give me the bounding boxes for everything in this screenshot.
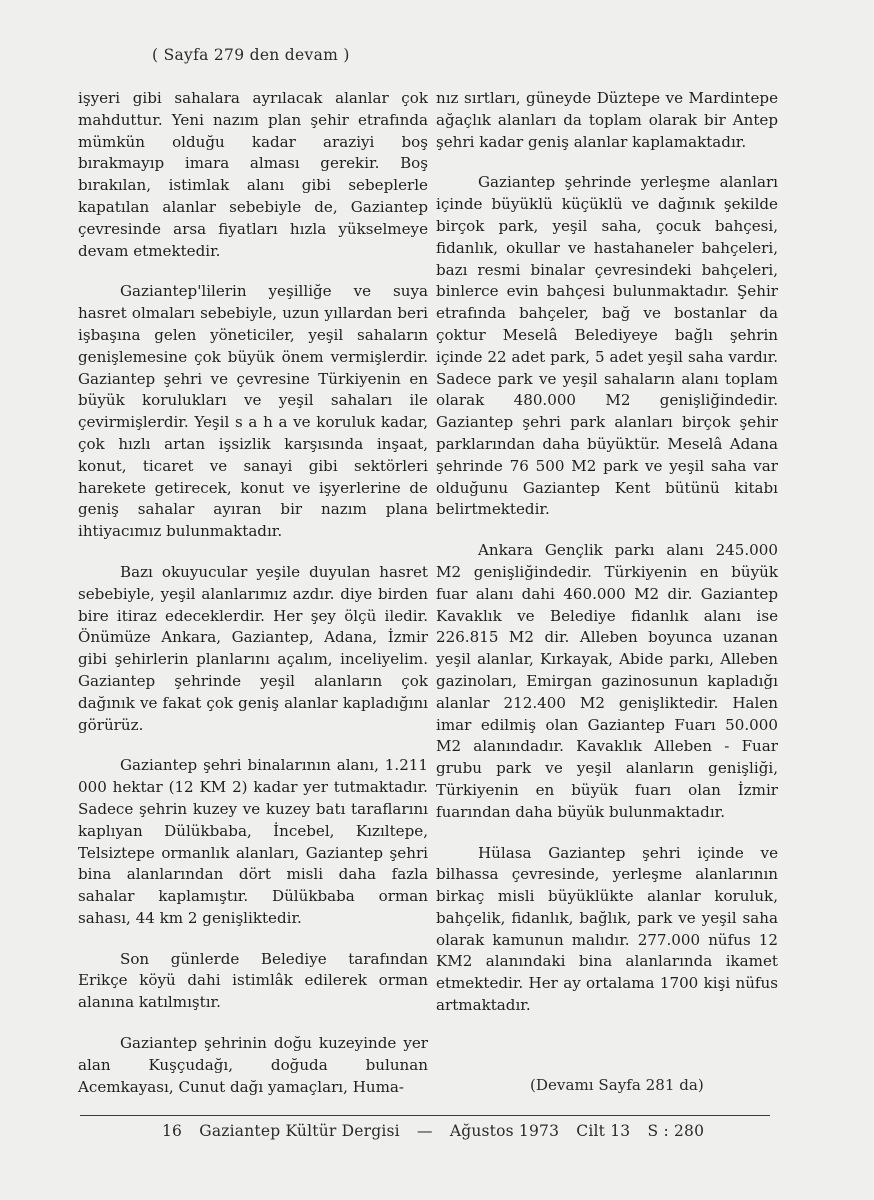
footer-rule xyxy=(80,1115,770,1116)
left-paragraph-6: Gaziantep şehrinin doğu kuzeyinde yer alan Kuşçudağı, doğuda bulunan Acemkayası, Cunut dağı yamaçları, Huma- xyxy=(78,1034,428,1096)
page-footer xyxy=(162,1122,716,1140)
left-paragraph-4: Gaziantep şehri binalarının alanı, 1.211 000 hektar (12 KM 2) kadar yer tutmaktadır. Sadece şehrin kuzey ve kuzey batı taraflarını kaplıyan Dülükbaba, İncebel, Kızıltepe, Telsiztepe ormanlık alanları, Gaziantep şehri bina alanlarından dört misli daha fazla sahalar kaplamıştır. Dülükbaba orman sahası, 44 km 2 genişliktedir. xyxy=(78,756,428,927)
footer-journal: Gaziantep Kültür Dergisi xyxy=(199,1122,400,1140)
page-header: ( Sayfa 279 den devam ) xyxy=(152,46,350,64)
right-paragraph-4: Hülasa Gaziantep şehri içinde ve bilhassa çevresinde, yerleşme alanlarının birkaç misli büyüklükte alanlar koruluk, bahçelik, fidanlık, bağlık, park ve yeşil saha olarak kamunun malıdır. 277.000 nüfus 12 KM2 alanındaki bina alanlarında ikamet etmektedir. Her ay ortalama 1700 kişi nüfus artmaktadır. xyxy=(436,843,778,1015)
left-paragraph-1: işyeri gibi sahalara ayrılacak alanlar çok mahduttur. Yeni nazım plan şehir etrafında mümkün olduğu kadar araziyi boş bırakmayıp imara alması gerekir. Boş bırakılan, istimlak alanı gibi sebeplerle kapatılan alanlar sebebiyle de, Gaziantep çevresinde arsa fiyatları hızla yükselmeye devam etmektedir. xyxy=(78,89,428,260)
footer-issue: S : 280 xyxy=(647,1122,705,1140)
right-paragraph-2: Gaziantep şehrinde yerleşme alanları içinde büyüklü küçüklü ve dağınık şekilde birçok park, yeşil saha, çocuk bahçesi, fidanlık, okullar ve hastahaneler bahçeleri, bazı resmi binalar çevresindeki bahçeleri, binlerce evin bahçesi bulunmaktadır. Şehir etrafında bahçeler, bağ ve bostanlar da çoktur Meselâ Belediyeye bağlı şehrin içinde 22 adet park, 5 adet yeşil saha vardır. Sadece park ve yeşil sahaların alanı toplam olarak 480.000 M2 genişliğindedir. Gaziantep şehri park alanları birçok şehir parklarından daha büyüktür. Meselâ Adana şehrinde 76 500 M2 park ve yeşil saha var olduğunu Gaziantep Kent bütünü kitabı belirtmektedir. xyxy=(436,173,778,519)
footer-separator: — xyxy=(416,1122,433,1140)
left-paragraph-5: Son günlerde Belediye tarafından Erikçe köyü dahi istimlâk edilerek orman alanına katılmıştır. xyxy=(78,949,428,1012)
left-paragraph-2: Gaziantep'lilerin yeşilliğe ve suya hasret olmaları sebebiyle, uzun yıllardan beri işbaşına gelen yöneticiler, yeşil sahaların genişlemesine çok büyük önem vermişlerdir. Gaziantep şehri ve çevresine Türkiyenin en büyük korulukları ve yeşil sahaları ile çevirmişlerdir. Yeşil s a h a ve koruluk kadar, çok hızlı artan işsizlik karşısında inşaat, konut, ticaret ve sanayi gibi sektörleri harekete getirecek, konut ve işyerlerine de geniş sahalar ayıran bir nazım plana ihtiyacımız bulunmaktadır. xyxy=(78,282,428,541)
footer-page-number: 16 xyxy=(162,1122,183,1140)
right-column xyxy=(436,88,778,1036)
right-paragraph-3: Ankara Gençlik parkı alanı 245.000 M2 genişliğindedir. Türkiyenin en büyük fuar alanı dahi 460.000 M2 dir. Gaziantep Kavaklık ve Belediye fidanlık alanı ise 226.815 M2 dir. Alleben boyunca uzanan yeşil alanlar, Kırkayak, Abide parkı, Alleben gazinoları, Emirgan gazinosunun kapladığı alanlar 212.400 M2 genişliktedir. Halen imar edilmiş olan Gaziantep Fuarı 50.000 M2 alanındadır. Kavaklık Alleben - Fuar grubu park ve yeşil alanların genişliği, Türkiyenin en büyük fuarı olan İzmir fuarından daha büyük bulunmaktadır. xyxy=(436,541,778,821)
footer-date: Ağustos 1973 xyxy=(449,1122,560,1140)
left-column xyxy=(78,88,428,1117)
footer-volume: Cilt 13 xyxy=(576,1122,631,1140)
right-paragraph-1: nız sırtları, güneyde Düztepe ve Mardintepe ağaçlık alanları da toplam olarak bir Antep şehri kadar geniş alanlar kaplamaktadır. xyxy=(436,89,778,151)
continued-note: (Devamı Sayfa 281 da) xyxy=(530,1076,704,1094)
left-paragraph-3: Bazı okuyucular yeşile duyulan hasret sebebiyle, yeşil alanlarımız azdır. diye birden bire itiraz edeceklerdir. Her şey ölçü iledir. Önümüze Ankara, Gaziantep, Adana, İzmir gibi şehirlerin planlarını açalım, inceliyelim. Gaziantep şehrinde yeşil alanların çok dağınık ve fakat çok geniş alanlar kapladığını görürüz. xyxy=(78,562,428,734)
